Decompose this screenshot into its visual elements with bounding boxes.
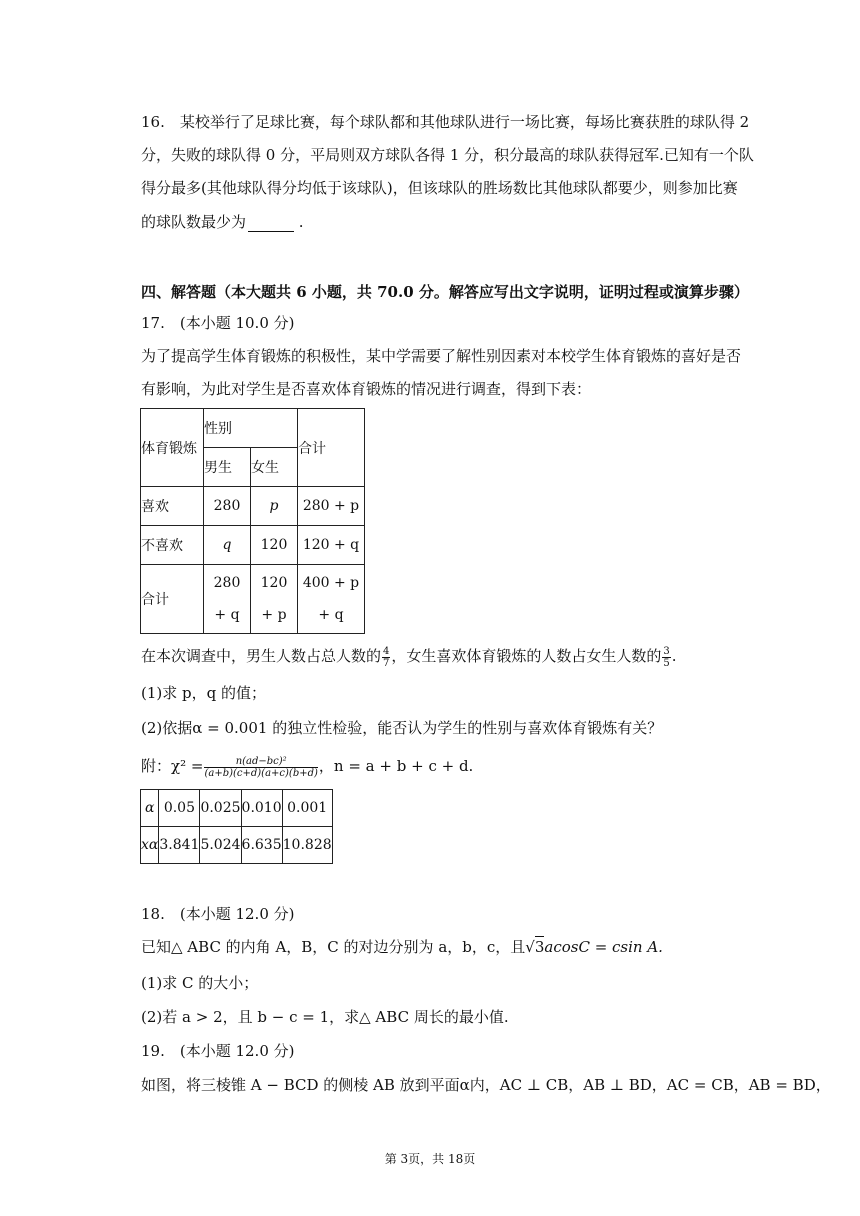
cell: 0.05 — [159, 790, 200, 827]
sqrt-radicand: 3 — [534, 938, 545, 956]
cell-line: + p — [261, 607, 287, 623]
total-header: 合计 — [298, 409, 365, 487]
cell: p — [251, 487, 298, 526]
q17-condition — [141, 643, 677, 669]
cell: 0.001 — [282, 790, 332, 827]
cell: 6.635 — [241, 827, 282, 864]
q17-part-2: (2)依据α = 0.001 的独立性检验，能否认为学生的性别与喜欢体育锻炼有关？ — [141, 719, 663, 737]
cell: 5.024 — [200, 827, 241, 864]
q18-part-1: (1)求 C 的大小； — [141, 974, 259, 992]
formula-lhs: 附：χ² = — [141, 757, 204, 775]
cell: 120 + q — [298, 526, 365, 565]
contingency-table — [140, 408, 365, 634]
like-label: 喜欢 — [141, 487, 204, 526]
q16-line-4-text: 的球队数最少为 — [141, 213, 247, 231]
cell-line: 120 — [260, 575, 288, 591]
cell-line: 400 + p — [302, 575, 360, 591]
fraction-3-5 — [662, 646, 670, 669]
frac-den: (a+b)(c+d)(a+c)(b+d) — [204, 767, 318, 779]
x-label: xα — [141, 827, 159, 864]
q18-header: 18. (本小题 12.0 分) — [141, 905, 295, 923]
cell: 10.828 — [282, 827, 332, 864]
frac-den: 5 — [663, 657, 670, 669]
male-header: 男生 — [204, 448, 251, 487]
cell-line: + q — [214, 607, 240, 623]
row-header: 体育锻炼 — [141, 409, 204, 487]
section-heading: 四、解答题（本大题共 6 小题，共 70.0 分。解答应写出文字说明，证明过程或演算步骤） — [141, 283, 749, 301]
cell: q — [204, 526, 251, 565]
gender-header: 性别 — [204, 409, 298, 448]
frac-num: 3 — [663, 645, 670, 657]
q17-header: 17. (本小题 10.0 分) — [141, 314, 295, 332]
critical-value-table — [140, 789, 333, 864]
cell: 120 — [251, 526, 298, 565]
chi-square-fraction — [204, 756, 317, 779]
cell — [204, 565, 251, 634]
sum-label: 合计 — [141, 565, 204, 634]
q16-line-1: 16. 某校举行了足球比赛，每个球队都和其他球队进行一场比赛，每场比赛获胜的球队得 2 — [141, 113, 750, 131]
cell — [298, 565, 365, 634]
q17-formula — [141, 752, 473, 780]
cell: 0.025 — [200, 790, 241, 827]
cell: 3.841 — [159, 827, 200, 864]
cell: 280 + p — [298, 487, 365, 526]
cond-text: ，女生喜欢体育锻炼的人数占女生人数的 — [391, 647, 662, 665]
q18-text: 已知△ ABC 的内角 A，B，C 的对边分别为 a，b，c，且√ — [141, 938, 535, 956]
frac-num: 4 — [383, 645, 390, 657]
q19-header: 19. (本小题 12.0 分) — [141, 1042, 295, 1060]
frac-num: n(ad−bc)² — [204, 756, 317, 768]
q16-line-4 — [141, 212, 304, 232]
dislike-label: 不喜欢 — [141, 526, 204, 565]
q18-text: acosC = csin A. — [544, 938, 663, 956]
answer-blank — [248, 216, 294, 232]
cond-text: 在本次调查中，男生人数占总人数的 — [141, 647, 382, 665]
q17-intro-2: 有影响，为此对学生是否喜欢体育锻炼的情况进行调查，得到下表： — [141, 380, 592, 398]
frac-den: 7 — [383, 657, 390, 669]
q18-line-1 — [141, 937, 663, 957]
q19-line-1: 如图，将三棱锥 A − BCD 的侧棱 AB 放到平面α内，AC ⊥ CB，AB ⊥ BD，AC = CB，AB = BD， — [141, 1076, 831, 1094]
cell: 0.010 — [241, 790, 282, 827]
female-header: 女生 — [251, 448, 298, 487]
q16-line-2: 分，失败的球队得 0 分，平局则双方球队各得 1 分，积分最高的球队获得冠军.已知有一个队 — [141, 146, 754, 164]
q18-part-2: (2)若 a > 2，且 b − c = 1，求△ ABC 周长的最小值. — [141, 1008, 509, 1026]
q17-part-1: (1)求 p，q 的值； — [141, 684, 266, 702]
cell-line: 280 — [213, 575, 241, 591]
cell — [251, 565, 298, 634]
q16-line-4-end: . — [294, 213, 304, 231]
cond-text: . — [671, 647, 677, 665]
cell: 280 — [204, 487, 251, 526]
alpha-label: α — [141, 790, 159, 827]
fraction-4-7 — [382, 646, 390, 669]
cell-line: + q — [318, 607, 344, 623]
formula-rhs: ，n = a + b + c + d. — [318, 757, 474, 775]
q16-line-3: 得分最多(其他球队得分均低于该球队)，但该球队的胜场数比其他球队都要少，则参加比赛 — [141, 179, 738, 197]
page-footer: 第 3页，共 18页 — [384, 1152, 476, 1166]
q17-intro-1: 为了提高学生体育锻炼的积极性，某中学需要了解性别因素对本校学生体育锻炼的喜好是否 — [141, 347, 742, 365]
